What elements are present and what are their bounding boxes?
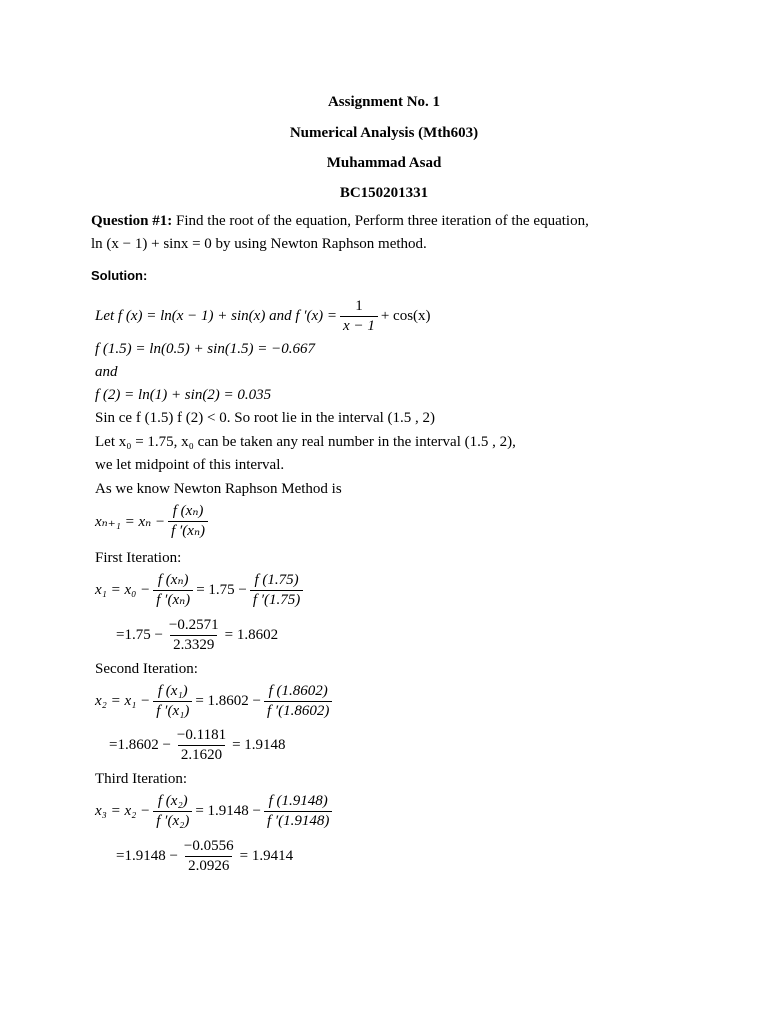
question-label: Question #1: <box>91 213 173 229</box>
and-word: and <box>95 364 118 380</box>
iteration-3-result <box>116 838 293 875</box>
iteration-2-mid: = 1.8602 − <box>195 693 261 709</box>
nr-numerator: f (xₙ) <box>172 503 204 519</box>
iteration-1-formula <box>95 572 306 609</box>
derivative-fraction <box>340 298 378 335</box>
nr-denominator: f ′(xₙ) <box>168 521 208 540</box>
iteration-2-num-b: f (1.8602) <box>268 683 328 699</box>
iteration-1-result-den: 2.3329 <box>170 635 217 654</box>
iteration-1-result-num: −0.2571 <box>168 617 219 633</box>
question-line-2: ln (x − 1) + sinx = 0 by using Newton Raphson method. <box>91 236 427 252</box>
iteration-3-num-a: f (x₂) <box>157 793 188 809</box>
iteration-2-result <box>109 727 286 764</box>
course-title: Numerical Analysis (Mth603) <box>289 125 479 141</box>
iteration-3-mid: = 1.9148 − <box>195 803 261 819</box>
iteration-3-fraction-a <box>153 793 192 830</box>
iteration-2-den-a: f ′(x₁) <box>153 701 192 720</box>
iteration-2-result-num: −0.1181 <box>176 727 227 743</box>
assignment-title: Assignment No. 1 <box>327 94 441 110</box>
iteration-2-fraction-b <box>264 683 332 720</box>
iteration-2-num-a: f (x₁) <box>157 683 188 699</box>
iteration-1-lhs: x₁ = x₀ − <box>95 582 151 598</box>
iteration-1-heading: First Iteration: <box>95 550 182 566</box>
iteration-2-result-den: 2.1620 <box>178 745 225 764</box>
iteration-1-mid: = 1.75 − <box>196 582 247 598</box>
iteration-1-den-a: f ′(xₙ) <box>153 590 193 609</box>
iteration-2-fraction-a <box>153 683 192 720</box>
define-rhs: + cos(x) <box>380 308 431 324</box>
student-id: BC150201331 <box>339 185 429 201</box>
iteration-1-fraction-b <box>250 572 303 609</box>
derivative-denominator: x − 1 <box>340 316 378 335</box>
define-lhs: Let f (x) = ln(x − 1) + sin(x) and f ′(x) = <box>95 308 338 324</box>
iteration-2-result-value: = 1.9148 <box>232 737 286 753</box>
method-intro: As we know Newton Raphson Method is <box>95 481 342 497</box>
iteration-3-result-value: = 1.9414 <box>239 848 294 864</box>
question-line-1 <box>91 212 589 230</box>
student-name: Muhammad Asad <box>326 155 442 171</box>
iteration-3-num-b: f (1.9148) <box>268 793 328 809</box>
midpoint-note: we let midpoint of this interval. <box>95 457 285 473</box>
initial-guess: Let x₀ = 1.75, x₀ can be taken any real number in the interval (1.5 , 2), <box>95 434 516 450</box>
derivative-numerator: 1 <box>355 298 363 314</box>
function-definition <box>95 298 431 335</box>
iteration-1-num-b: f (1.75) <box>254 572 299 588</box>
iteration-3-den-a: f ′(x₂) <box>153 811 192 830</box>
iteration-3-fraction-b <box>264 793 332 830</box>
question-text: Find the root of the equation, Perform three iteration of the equation, <box>172 213 589 229</box>
iteration-2-result-fraction <box>174 727 229 764</box>
iteration-3-heading: Third Iteration: <box>95 771 188 787</box>
solution-label: Solution: <box>91 268 148 283</box>
iteration-3-result-num: −0.0556 <box>183 838 234 854</box>
iteration-1-den-b: f ′(1.75) <box>250 590 303 609</box>
iteration-2-formula <box>95 683 335 720</box>
iteration-3-result-pre: =1.9148 − <box>116 848 178 864</box>
iteration-1-result <box>116 617 278 654</box>
iteration-2-den-b: f ′(1.8602) <box>264 701 332 720</box>
iteration-2-lhs: x₂ = x₁ − <box>95 693 151 709</box>
iteration-2-heading: Second Iteration: <box>95 661 198 677</box>
eval-f-2: f (2) = ln(1) + sin(2) = 0.035 <box>95 387 272 403</box>
iteration-3-den-b: f ′(1.9148) <box>264 811 332 830</box>
iteration-1-num-a: f (xₙ) <box>157 572 189 588</box>
iteration-3-result-fraction <box>181 838 237 875</box>
iteration-3-lhs: x₃ = x₂ − <box>95 803 151 819</box>
iteration-1-result-pre: =1.75 − <box>116 627 163 643</box>
iteration-1-result-fraction <box>166 617 222 654</box>
nr-fraction <box>168 503 208 540</box>
iteration-2-result-pre: =1.8602 − <box>109 737 171 753</box>
iteration-1-fraction-a <box>153 572 193 609</box>
iteration-1-result-value: = 1.8602 <box>224 627 279 643</box>
nr-lhs: xₙ₊₁ = xₙ − <box>95 514 166 530</box>
iteration-3-result-den: 2.0926 <box>185 856 232 875</box>
since-statement: Sin ce f (1.5) f (2) < 0. So root lie in the interval (1.5 , 2) <box>95 410 436 426</box>
eval-f-1-5: f (1.5) = ln(0.5) + sin(1.5) = −0.667 <box>95 341 316 357</box>
newton-raphson-formula <box>95 503 211 540</box>
iteration-3-formula <box>95 793 335 830</box>
